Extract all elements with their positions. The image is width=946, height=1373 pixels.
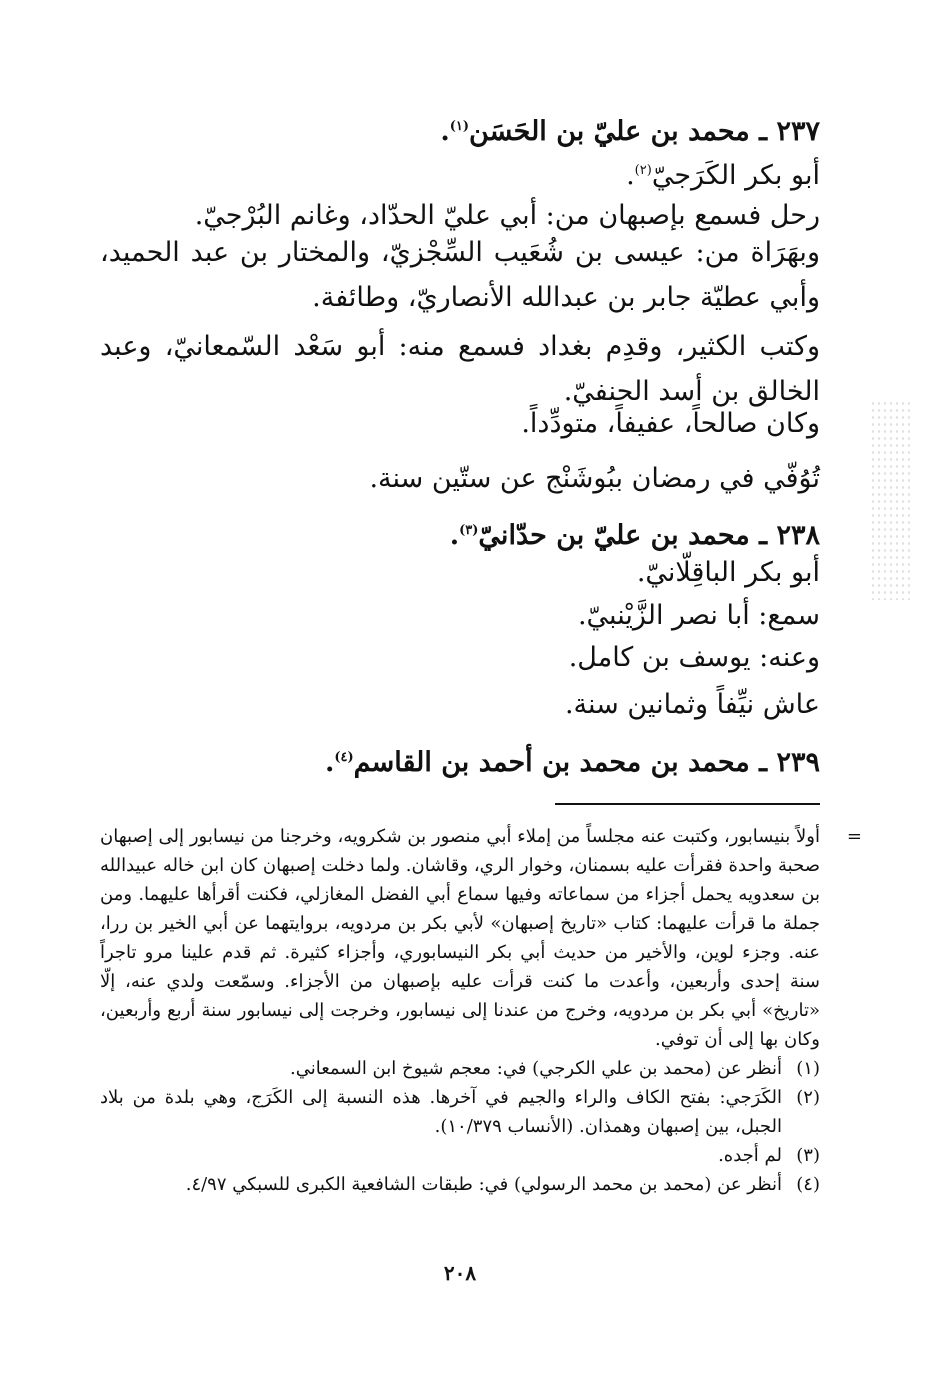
- footnote-continuation: [100, 822, 862, 1054]
- entry-237-line: أبو بكر الكَرَجيّ$^{(٢)}$.: [626, 160, 820, 191]
- footnotes: [100, 822, 862, 1199]
- footnote-continuation-text: أولاً بنيسابور، وكتبت عنه مجلساً من إملاء أبي منصور بن شكرويه، وخرجنا من نيسابور إلى إصبهان صحبة واحدة فقرأت عليه بسمنان، وخوار الري، وقاشان. ولما دخلت إصبهان كان ابن خاله عبيدالله بن سعدويه يحمل أجزاء من سماعاته وفيها سماع أبي الفضل المغازلي، فكنت أقرأها عليهما. ومن جملة ما قرأت عليهما: كتاب «تاريخ إصبهان» لأبي بكر بن مردويه، بروايتهما عن أبي الخير بن ررا، عنه. وجزء لوين، والأخير من حديث أبي بكر النيسابوري، وأجزاء كثيرة. ثم قدم علينا مرو تاجراً سنة إحدى وأربعين، وأعدت ما كنت قرأت عليه بإصبهان من الأجزاء. وسمّعت ولدي عنه، إلّا «تاريخ» أبي بكر بن مردويه، وخرج من عندنا إلى نيسابور، وخرجت إلى نيسابور سنة أربع وأربعين، وكان بها إلى أن توفي.: [100, 826, 820, 1050]
- entry-238-heading: ٢٣٨ ـ محمد بن عليّ بن حدّانيّ$^{(٣)}$.: [449, 520, 820, 551]
- entry-237-line: رحل فسمع بإصبهان من: أبي عليّ الحدّاد، وغانم البُرْجيّ.: [194, 200, 820, 231]
- entry-heading-text: ٢٣٧ ـ محمد بن عليّ بن الحَسَن: [469, 116, 820, 147]
- entry-238-line: عاش نيِّفاً وثمانين سنة.: [564, 689, 820, 720]
- footnote-number: (٤): [796, 1174, 820, 1195]
- footnote-text: الكَرَجي: بفتح الكاف والراء والجيم في آخرها. هذه النسبة إلى الكَرَج، وهي بلدة من بلاد الجبل، بين إصبهان وهمذان. (الأنساب ١٠/٣٧٩).: [100, 1087, 782, 1137]
- book-page: [100, 100, 862, 1300]
- entry-heading-text: ٢٣٩ ـ محمد بن محمد بن أحمد بن القاسم: [353, 747, 820, 778]
- entry-238-line: وعنه: يوسف بن كامل.: [568, 642, 820, 673]
- footnote-item: [100, 1083, 820, 1141]
- entry-237-paragraph: وبهَرَاة من: عيسى بن شُعَيب السِّجْزيّ، والمختار بن عبد الحميد، وأبي عطيّة جابر بن عبدالله الأنصاريّ، وطائفة.: [100, 237, 820, 313]
- entry-238-line: أبو بكر الباقِلّانيّ.: [636, 557, 820, 588]
- footnote-ref: (٢): [634, 163, 652, 178]
- entry-239-heading: ٢٣٩ ـ محمد بن محمد بن أحمد بن القاسم$^{(٤)}$.: [324, 747, 820, 778]
- footnote-text: أنظر عن (محمد بن محمد الرسولي) في: طبقات الشافعية الكبرى للسبكي ٤/٩٧.: [185, 1174, 782, 1195]
- entry-line-text: أبو بكر الكَرَجيّ: [651, 160, 820, 191]
- footnote-separator: [555, 803, 820, 805]
- footnote-item: [100, 1054, 820, 1083]
- footnote-item: [100, 1141, 820, 1170]
- entry-237-line: وكان صالحاً، عفيفاً، متودِّداً.: [521, 408, 820, 439]
- footnote-text: لم أجده.: [718, 1145, 782, 1166]
- footnote-number: (١): [796, 1058, 820, 1079]
- entry-heading-text: ٢٣٨ ـ محمد بن عليّ بن حدّانيّ: [478, 520, 820, 551]
- continuation-mark: =: [846, 826, 862, 847]
- scan-speckle: [870, 400, 910, 600]
- footnote-text: أنظر عن (محمد بن علي الكرجي) في: معجم شيوخ ابن السمعاني.: [289, 1058, 782, 1079]
- footnote-number: (٣): [796, 1145, 820, 1166]
- entry-237-heading: ٢٣٧ ـ محمد بن عليّ بن الحَسَن$^{(١)}$.: [440, 116, 820, 147]
- entry-237-line: تُوُفّي في رمضان ببُوشَنْج عن ستّين سنة.: [369, 463, 820, 494]
- footnote-ref: (٤): [334, 750, 354, 765]
- footnote-item: [100, 1170, 820, 1199]
- footnote-ref: (٣): [459, 523, 479, 538]
- page-number: ٢٠٨: [443, 1261, 477, 1285]
- footnote-ref: (١): [449, 119, 470, 134]
- entry-237-paragraph: وكتب الكثير، وقدِم بغداد فسمع منه: أبو سَعْد السّمعانيّ، وعبد الخالق بن أسد الحنفيّ.: [100, 331, 820, 407]
- entry-238-line: سمع: أبا نصر الزَّيْنبيّ.: [577, 600, 820, 631]
- footnote-number: (٢): [796, 1087, 820, 1108]
